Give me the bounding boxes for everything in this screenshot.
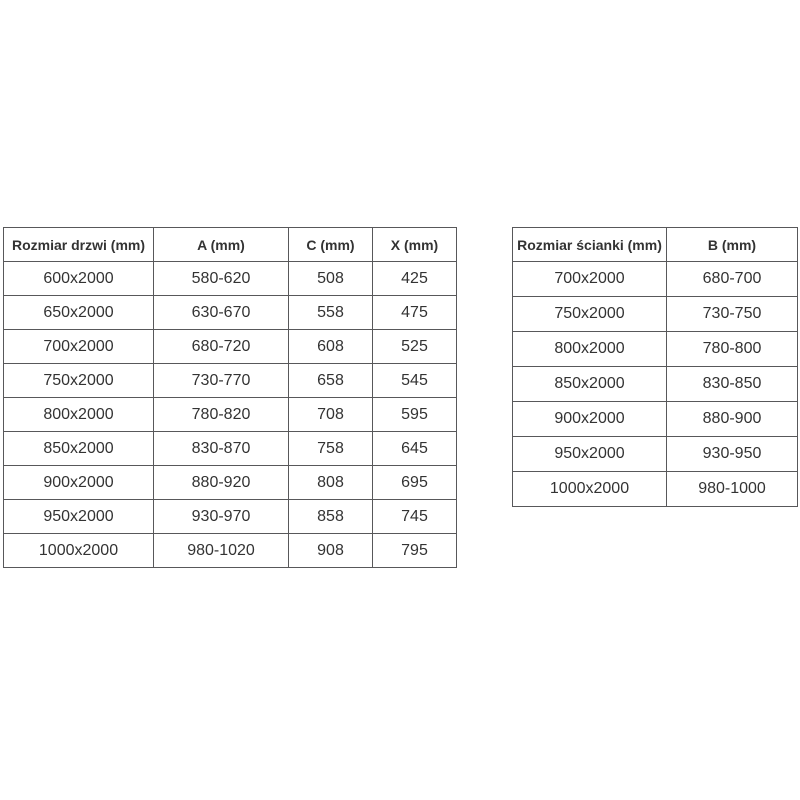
table-cell: 708	[289, 398, 373, 432]
table-row	[4, 500, 457, 534]
table-row	[4, 364, 457, 398]
table-cell: 595	[373, 398, 457, 432]
table-cell: 930-950	[667, 437, 798, 472]
table-cell: 1000x2000	[513, 472, 667, 507]
table-cell: 475	[373, 296, 457, 330]
table-cell: 558	[289, 296, 373, 330]
table-row	[513, 367, 798, 402]
table-row	[4, 330, 457, 364]
table-cell: 700x2000	[4, 330, 154, 364]
table-cell: 608	[289, 330, 373, 364]
door-size-table	[3, 227, 457, 568]
table-cell: 950x2000	[513, 437, 667, 472]
table-row	[513, 332, 798, 367]
table-row	[513, 402, 798, 437]
header-row	[513, 228, 798, 262]
column-header: C (mm)	[289, 228, 373, 262]
table-row	[513, 472, 798, 507]
table-cell: 780-820	[154, 398, 289, 432]
table-cell: 545	[373, 364, 457, 398]
table-cell: 750x2000	[513, 297, 667, 332]
table-cell: 980-1020	[154, 534, 289, 568]
table-cell: 680-720	[154, 330, 289, 364]
table-cell: 630-670	[154, 296, 289, 330]
table-cell: 695	[373, 466, 457, 500]
table-cell: 900x2000	[4, 466, 154, 500]
table-cell: 700x2000	[513, 262, 667, 297]
table-cell: 808	[289, 466, 373, 500]
table-cell: 680-700	[667, 262, 798, 297]
table-cell: 850x2000	[4, 432, 154, 466]
table-cell: 930-970	[154, 500, 289, 534]
table-cell: 800x2000	[513, 332, 667, 367]
table-cell: 850x2000	[513, 367, 667, 402]
table-cell: 858	[289, 500, 373, 534]
table-cell: 658	[289, 364, 373, 398]
table-row	[4, 398, 457, 432]
table-cell: 980-1000	[667, 472, 798, 507]
table-row	[4, 296, 457, 330]
table-row	[4, 534, 457, 568]
table-cell: 645	[373, 432, 457, 466]
table-cell: 950x2000	[4, 500, 154, 534]
table-cell: 800x2000	[4, 398, 154, 432]
table-row	[4, 432, 457, 466]
table-cell: 780-800	[667, 332, 798, 367]
wall-size-table	[512, 227, 798, 507]
table-row	[513, 262, 798, 297]
table-row	[513, 297, 798, 332]
table-cell: 650x2000	[4, 296, 154, 330]
table-cell: 1000x2000	[4, 534, 154, 568]
table-cell: 908	[289, 534, 373, 568]
column-header: A (mm)	[154, 228, 289, 262]
table-cell: 880-920	[154, 466, 289, 500]
table-cell: 730-750	[667, 297, 798, 332]
table-cell: 795	[373, 534, 457, 568]
table-cell: 830-870	[154, 432, 289, 466]
column-header: B (mm)	[667, 228, 798, 262]
table-cell: 730-770	[154, 364, 289, 398]
column-header: Rozmiar drzwi (mm)	[4, 228, 154, 262]
table-row	[4, 466, 457, 500]
header-row	[4, 228, 457, 262]
column-header: Rozmiar ścianki (mm)	[513, 228, 667, 262]
table-row	[513, 437, 798, 472]
table-cell: 580-620	[154, 262, 289, 296]
table-cell: 900x2000	[513, 402, 667, 437]
table-cell: 830-850	[667, 367, 798, 402]
table-cell: 750x2000	[4, 364, 154, 398]
table-row	[4, 262, 457, 296]
table-cell: 880-900	[667, 402, 798, 437]
table-cell: 600x2000	[4, 262, 154, 296]
table-cell: 525	[373, 330, 457, 364]
table-cell: 508	[289, 262, 373, 296]
column-header: X (mm)	[373, 228, 457, 262]
table-cell: 425	[373, 262, 457, 296]
table-cell: 745	[373, 500, 457, 534]
table-cell: 758	[289, 432, 373, 466]
